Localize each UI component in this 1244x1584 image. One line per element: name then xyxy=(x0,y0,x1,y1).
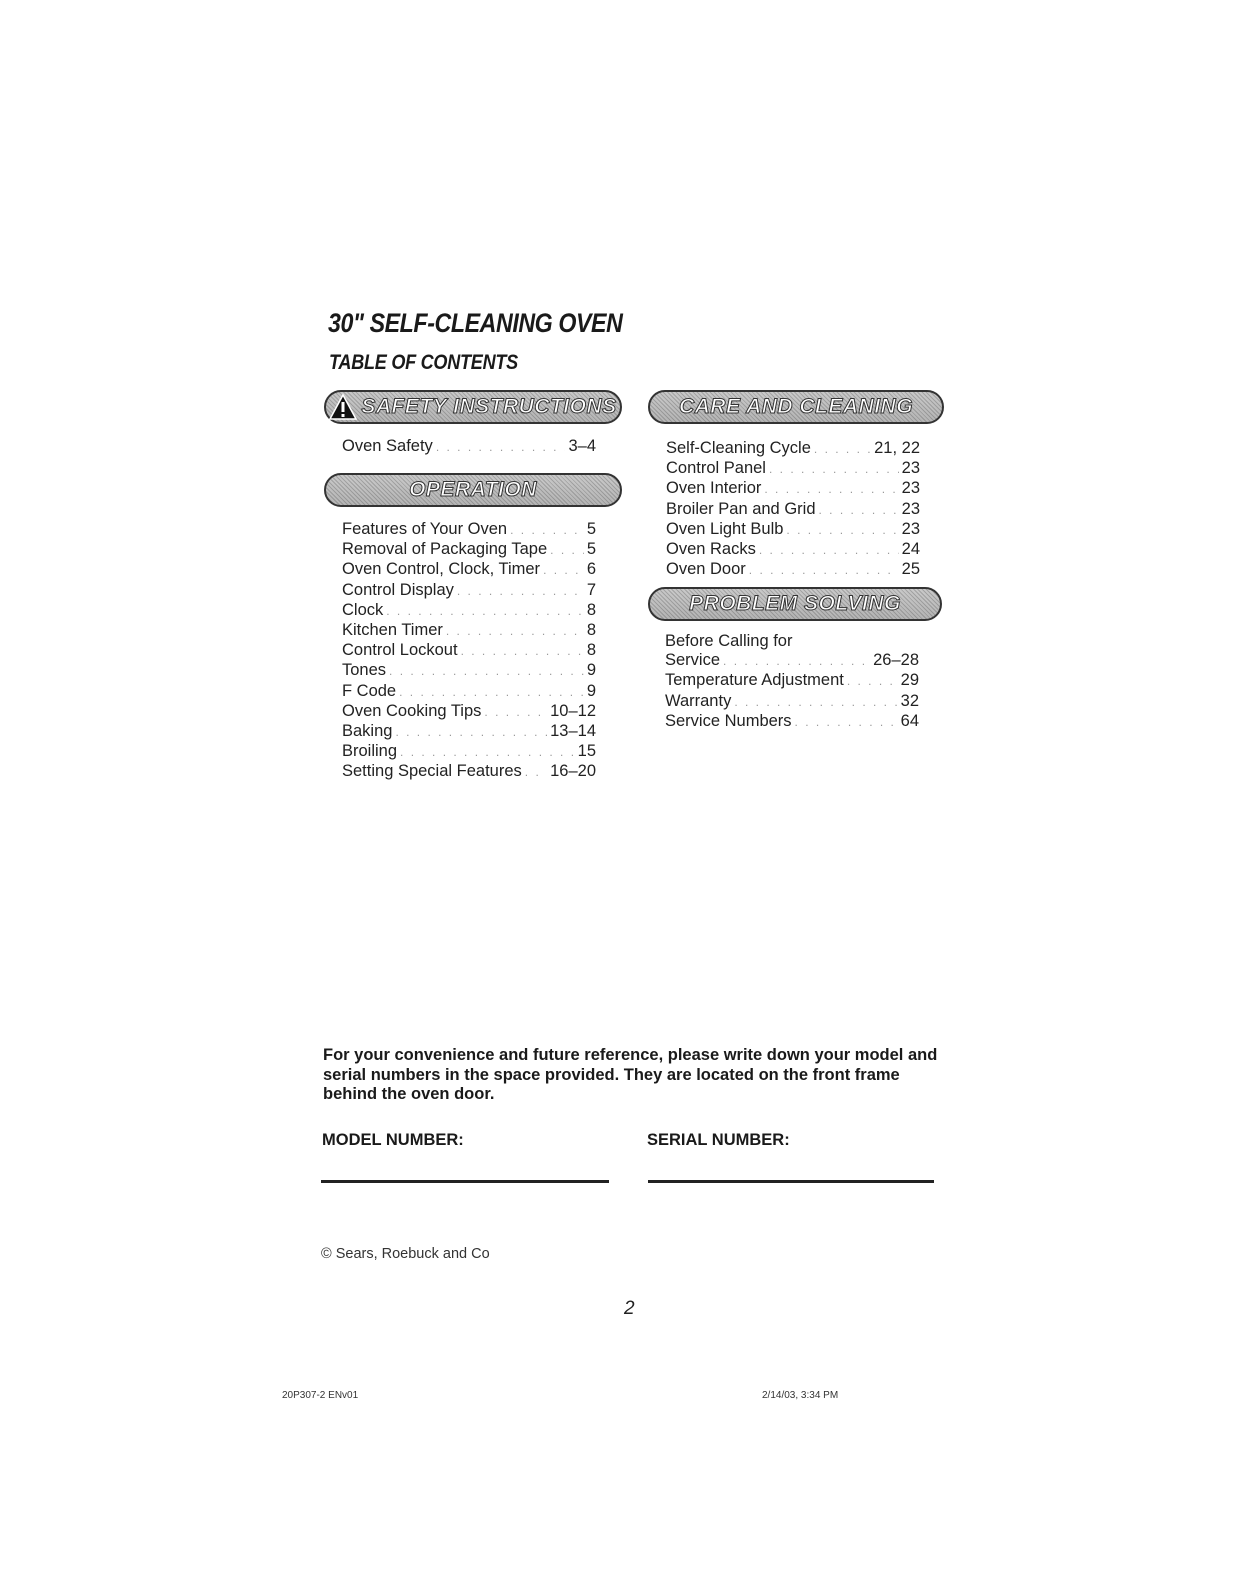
operation-heading: OPERATION xyxy=(409,478,537,501)
safety-toc-list xyxy=(342,437,596,457)
warning-triangle-icon xyxy=(329,393,357,421)
toc-leader-dots xyxy=(395,723,547,742)
toc-entry-page: 15 xyxy=(577,742,596,761)
toc-entry-label: Tones xyxy=(342,661,387,680)
toc-row xyxy=(666,439,920,459)
toc-leader-dots xyxy=(457,582,584,601)
serial-number-label: SERIAL NUMBER: xyxy=(647,1131,790,1149)
problem-solving-heading: PROBLEM SOLVING xyxy=(689,592,901,615)
toc-entry-page: 5 xyxy=(586,540,596,559)
toc-entry-page: 32 xyxy=(900,691,919,710)
toc-entry-page: 7 xyxy=(586,580,596,599)
toc-entry-page: 24 xyxy=(901,540,920,559)
toc-leader-dots xyxy=(484,703,547,722)
toc-leader-dots xyxy=(734,693,897,712)
toc-entry-page: 26–28 xyxy=(873,651,919,670)
toc-row xyxy=(666,520,920,540)
toc-row xyxy=(342,621,596,641)
toc-entry-label: Oven Interior xyxy=(666,479,762,498)
toc-entry-page: 23 xyxy=(901,479,920,498)
toc-entry-page: 25 xyxy=(901,560,920,579)
copyright-text: © Sears, Roebuck and Co xyxy=(321,1246,490,1262)
model-number-label: MODEL NUMBER: xyxy=(322,1131,464,1149)
toc-leader-dots xyxy=(436,438,566,457)
toc-row xyxy=(342,601,596,621)
toc-entry-label: Oven Racks xyxy=(666,540,756,559)
toc-entry-page: 64 xyxy=(900,711,919,730)
toc-entry-label: Broiling xyxy=(342,742,398,761)
toc-entry-label: Oven Control, Clock, Timer xyxy=(342,560,541,579)
toc-row xyxy=(342,661,596,681)
toc-leader-dots xyxy=(769,460,899,479)
toc-row xyxy=(342,520,596,540)
toc-row xyxy=(342,560,596,580)
toc-row xyxy=(665,712,919,732)
safety-instructions-banner xyxy=(324,390,622,424)
toc-entry-page: 8 xyxy=(586,600,596,619)
toc-row xyxy=(666,459,920,479)
toc-leader-dots xyxy=(723,652,870,671)
toc-row xyxy=(342,682,596,702)
toc-leader-dots xyxy=(525,763,547,782)
toc-leader-dots xyxy=(749,561,899,580)
toc-entry-page: 29 xyxy=(900,671,919,690)
toc-entry-page: 21, 22 xyxy=(874,439,920,457)
safety-instructions-heading: SAFETY INSTRUCTIONS xyxy=(361,395,617,418)
model-serial-note: For your convenience and future reference, please write down your model and serial numbers in the space provided. They are located on the front frame behind the oven door. xyxy=(323,1046,938,1103)
toc-entry-label: Clock xyxy=(342,600,384,619)
toc-entry-label: Broiler Pan and Grid xyxy=(666,499,816,518)
toc-entry-label: Service xyxy=(665,651,721,670)
footer-document-code: 20P307-2 ENv01 xyxy=(282,1390,359,1401)
toc-leader-dots xyxy=(847,672,898,691)
toc-row xyxy=(666,500,920,520)
toc-row xyxy=(665,692,919,712)
toc-entry-page: 3–4 xyxy=(568,437,596,455)
toc-entry-label: Setting Special Features xyxy=(342,762,522,781)
page-number: 2 xyxy=(624,1298,635,1319)
toc-leader-dots xyxy=(764,480,898,499)
toc-leader-dots xyxy=(550,541,584,560)
toc-row xyxy=(342,540,596,560)
toc-entry-page: 8 xyxy=(586,641,596,660)
toc-entry-label: Kitchen Timer xyxy=(342,621,443,640)
toc-leader-dots xyxy=(461,642,584,661)
toc-leader-dots xyxy=(400,743,575,762)
toc-entry-page: 9 xyxy=(586,681,596,700)
toc-leader-dots xyxy=(446,622,584,641)
toc-entry-label: Self-Cleaning Cycle xyxy=(666,439,811,457)
toc-entry-label: Oven Safety xyxy=(342,437,433,455)
toc-entry-label: Oven Light Bulb xyxy=(666,519,784,538)
toc-row xyxy=(665,651,919,671)
toc-leader-dots xyxy=(814,440,871,459)
toc-entry-label: Features of Your Oven xyxy=(342,520,508,538)
toc-entry-page: 9 xyxy=(586,661,596,680)
table-of-contents-heading: TABLE OF CONTENTS xyxy=(329,351,518,374)
care-toc-list xyxy=(666,439,920,580)
toc-row xyxy=(666,560,920,580)
toc-entry-label: Control Panel xyxy=(666,459,766,478)
toc-row xyxy=(342,722,596,742)
toc-entry-page: 13–14 xyxy=(550,722,596,741)
toc-entry-page: 16–20 xyxy=(550,762,596,781)
toc-entry-page: 8 xyxy=(586,621,596,640)
problem-toc-list xyxy=(665,632,919,732)
care-and-cleaning-heading: CARE AND CLEANING xyxy=(678,395,914,418)
toc-entry-page: 10–12 xyxy=(550,701,596,720)
toc-leader-dots xyxy=(786,521,898,540)
toc-leader-dots xyxy=(759,541,899,560)
toc-entry-page: 6 xyxy=(586,560,596,579)
toc-leader-dots xyxy=(795,713,898,732)
toc-leader-dots xyxy=(399,683,584,702)
toc-entry-label: Oven Door xyxy=(666,560,746,579)
toc-entry-label: Removal of Packaging Tape xyxy=(342,540,548,559)
toc-leader-dots xyxy=(543,561,584,580)
toc-entry-label: Control Display xyxy=(342,580,454,599)
toc-intro-row xyxy=(665,632,919,651)
toc-entry-label: Warranty xyxy=(665,691,732,710)
problem-solving-banner xyxy=(648,587,942,621)
toc-row xyxy=(666,540,920,560)
toc-entry-page: 5 xyxy=(586,520,596,538)
document-title: 30" SELF-CLEANING OVEN xyxy=(328,308,623,338)
operation-toc-list xyxy=(342,520,596,783)
toc-entry-label: Control Lockout xyxy=(342,641,458,660)
toc-entry-label: F Code xyxy=(342,681,397,700)
toc-entry-label: Oven Cooking Tips xyxy=(342,701,482,720)
toc-entry-label: Before Calling for xyxy=(665,632,793,650)
toc-entry-page: 23 xyxy=(901,499,920,518)
toc-row xyxy=(342,437,596,457)
toc-row xyxy=(666,479,920,499)
footer-print-date: 2/14/03, 3:34 PM xyxy=(762,1390,839,1401)
toc-row xyxy=(342,742,596,762)
toc-leader-dots xyxy=(389,662,584,681)
toc-entry-label: Baking xyxy=(342,722,393,741)
toc-leader-dots xyxy=(386,602,584,621)
serial-number-line xyxy=(648,1180,934,1183)
toc-row xyxy=(342,702,596,722)
toc-entry-label: Service Numbers xyxy=(665,711,792,730)
toc-row xyxy=(342,581,596,601)
toc-row xyxy=(665,671,919,691)
care-and-cleaning-banner xyxy=(648,390,944,424)
toc-entry-page: 23 xyxy=(901,519,920,538)
toc-entry-label: Temperature Adjustment xyxy=(665,671,844,690)
toc-row xyxy=(342,641,596,661)
model-number-line xyxy=(321,1180,609,1183)
toc-leader-dots xyxy=(819,501,899,520)
toc-row xyxy=(342,762,596,782)
toc-leader-dots xyxy=(510,521,584,540)
toc-entry-page: 23 xyxy=(901,459,920,478)
operation-banner xyxy=(324,473,622,507)
